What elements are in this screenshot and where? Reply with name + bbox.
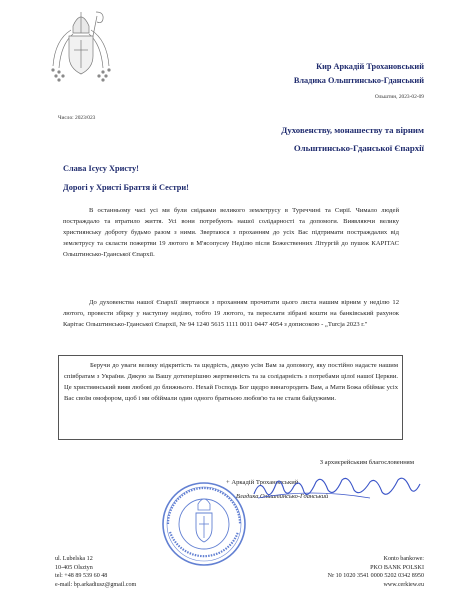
closing-blessing: З архиєрейським благословенням [319, 459, 414, 466]
bishop-name: Кир Аркадій Трохановський [316, 62, 424, 71]
footer-bank-account: Nr 10 1020 3541 0000 5202 0342 8950 [327, 573, 424, 580]
footer-phone: tel: +48 89 539 60 48 [55, 573, 108, 580]
coat-of-arms-emblem [49, 6, 113, 88]
greeting-line-2: Дорогі у Христі Браття й Сестри! [63, 183, 189, 192]
handwritten-signature [250, 472, 422, 504]
addressee-line-1: Духовенству, монашеству та вірним [281, 125, 424, 135]
bishop-title: Владика Ольштинсько-Гданський [293, 76, 424, 85]
greeting-line-1: Слава Ісусу Христу! [63, 164, 139, 173]
footer-website: www.cerkiew.eu [383, 581, 424, 588]
signatory-name: + Аркадій Трохановський [226, 479, 299, 486]
body-paragraph-1: В останньому часі усі ми були свідками великого землетрусу в Туреччині та Сирії. Чимало людей постраждало та втратило життя. Усі вони потребують нашої солідарності та допомоги. Виявляючи велику християнську доброту будьмо разом з ними. Звертаюся з проханням до усіх Вас підтримати постраждалих від землетрусу та скласти пожертви 19 лютого в М'ясопусну Неділю після Божественних Літургій до пушок КАРІТАС Ольштинсько-Гданської Єпархії. [63, 207, 399, 259]
footer-address [55, 555, 136, 589]
addressee-line-2: Ольштинсько-Гданської Єпархії [293, 143, 424, 153]
footer-city: 10-405 Olsztyn [55, 564, 93, 571]
bishop-seal-stamp [160, 480, 248, 568]
footer-email: e-mail: bp.arkadiusz@gmail.com [55, 581, 137, 588]
signatory-title: Владика Ольштинсько-Гданський [236, 493, 329, 500]
place-and-date: Ольштин, 2023-02-09 [374, 94, 424, 100]
body-paragraph-2: До духовенства нашої Єпархії звертаюся з проханням прочитати цього листа нашим вірним у неділю 12 лютого, провести збірку у наступну неділю, тобто 19 лютого, та переслати зібрані кошти на банківський рахунок Карітас Ольштинсько-Гданської Єпархії, Nr 94 1240 5615 1111 0011 0447 4054 з дописокою - „Turcja 2023 r." [63, 299, 399, 329]
footer-bank-label: Konto bankowe: [383, 556, 424, 562]
footer-bank-name: PKO BANK POLSKI [370, 564, 424, 571]
body-paragraph-3: Беручи до уваги велику відкритість та щедрість, дякую усім Вам за допомогу, яку постійно надасте нашим співбратам з України. Дякую за Вашу дотеперішню жертвенність та за солідарність з потребами цілої нашої Церкви. Це християнський вияв любові до ближнього. Нехай Господь Бог щедро винагородить Вам, а Мати Божа обіймає усіх Вас своїм омофором, щоб і ми обіймали один одного братньою любов'ю та не стали байдужими. [64, 362, 398, 403]
footer-street: ul. Lubelska 12 [55, 556, 93, 562]
footer-bank [328, 555, 424, 589]
document-number: Число: 2023/023 [58, 115, 96, 121]
